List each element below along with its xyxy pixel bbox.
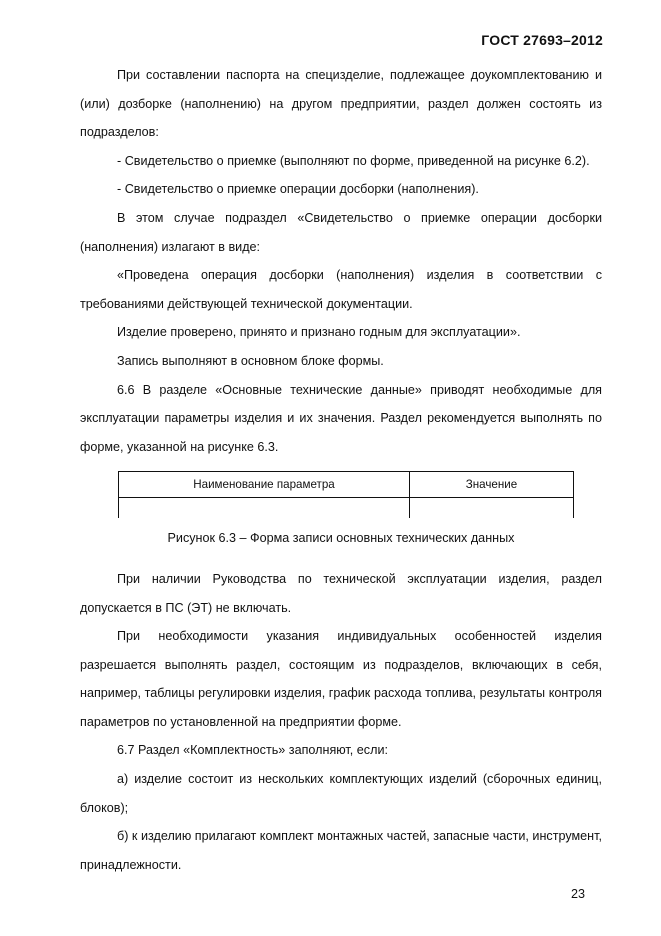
figure-caption: Рисунок 6.3 – Форма записи основных технических данных	[167, 531, 515, 546]
page-number: 23	[570, 887, 585, 901]
quoted-paragraph: Изделие проверено, принято и признано годным для эксплуатации».	[117, 325, 521, 340]
column-header-value: Значение	[410, 472, 574, 498]
paragraph: При составлении паспорта на специзделие, подлежащее доукомплектованию и (или) дозборке (наполнению) на другом предприятии, раздел должен состоять из подразделов:	[80, 68, 602, 140]
section-paragraph-6-7: 6.7 Раздел «Комплектность» заполняют, если:	[117, 743, 388, 758]
quoted-paragraph: «Проведена операция досборки (наполнения) изделия в соответствии с требованиями действующей технической документации.	[80, 268, 602, 311]
paragraph: При необходимости указания индивидуальных особенностей изделия разрешается выполнять раздел, состоящим из подразделов, включающих в себя, например, таблицы регулировки изделия, график расхода топлива, результаты контроля параметров по установленной на предприятии форме.	[80, 629, 602, 729]
list-item: а) изделие состоит из нескольких комплектующих изделий (сборочных единиц, блоков);	[80, 772, 602, 815]
empty-cell	[410, 498, 574, 519]
list-item: б) к изделию прилагают комплект монтажных частей, запасные части, инструмент, принадлежности.	[80, 829, 602, 872]
list-item: - Свидетельство о приемке операции досборки (наполнения).	[117, 182, 479, 197]
paragraph: При наличии Руководства по технической эксплуатации изделия, раздел допускается в ПС (ЭТ) не включать.	[80, 571, 602, 615]
section-paragraph-6-6: 6.6 В разделе «Основные технические данные» приводят необходимые для эксплуатации параметры изделия и их значения. Раздел рекомендуется выполнять по форме, указанной на рисунке 6.3.	[80, 382, 602, 454]
paragraph: В этом случае подраздел «Свидетельство о приемке операции досборки (наполнения) излагают в виде:	[80, 210, 602, 254]
empty-cell	[119, 498, 410, 519]
page-body	[80, 61, 602, 879]
figure-6-3-form-table	[118, 471, 574, 518]
paragraph: Запись выполняют в основном блоке формы.	[117, 353, 384, 368]
list-item: - Свидетельство о приемке (выполняют по форме, приведенной на рисунке 6.2).	[117, 153, 590, 168]
document-header-standard: ГОСТ 27693–2012	[481, 32, 603, 48]
column-header-parameter-name: Наименование параметра	[119, 472, 410, 498]
